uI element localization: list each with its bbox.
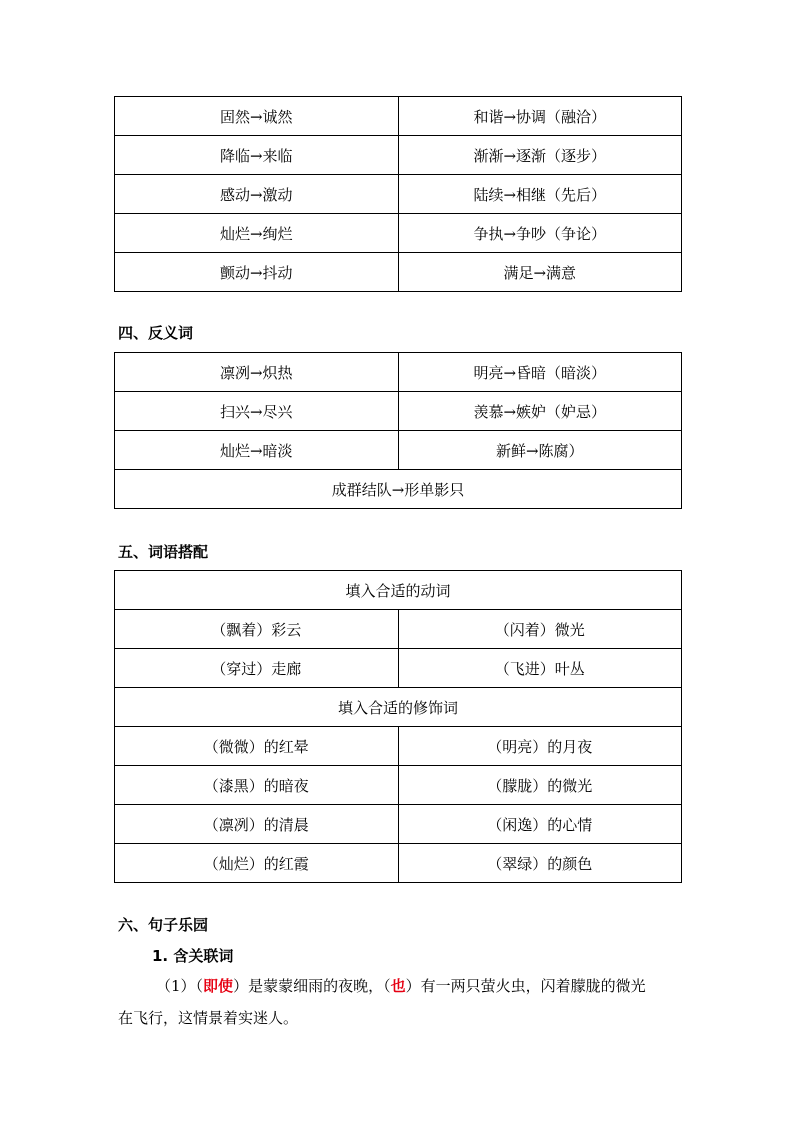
collocation-table <box>114 570 682 883</box>
table-row <box>115 571 682 610</box>
table-cell: 成群结队→形单影只 <box>115 470 682 509</box>
table-cell: 固然→诚然 <box>115 97 399 136</box>
table-cell: 灿烂→暗淡 <box>115 431 399 470</box>
table-cell: （微微）的红晕 <box>115 727 399 766</box>
table-row <box>115 214 682 253</box>
table-cell: 凛冽→炽热 <box>115 353 399 392</box>
table-cell: （明亮）的月夜 <box>398 727 682 766</box>
table-cell: 满足→满意 <box>398 253 682 292</box>
table-row <box>115 727 682 766</box>
sentence-text: 在飞行，这情景着实迷人。 <box>118 1009 299 1027</box>
section-heading-collocation: 五、词语搭配 <box>118 543 209 561</box>
table-cell: （穿过）走廊 <box>115 649 399 688</box>
sentence-text: （1）（ <box>156 977 204 995</box>
sentence-text: ）有一两只萤火虫，闪着朦胧的微光 <box>405 977 646 995</box>
table-row <box>115 470 682 509</box>
table-cell: 渐渐→逐渐（逐步） <box>398 136 682 175</box>
conjunction-word: 即使 <box>203 977 234 995</box>
table-subtitle: 填入合适的动词 <box>115 571 682 610</box>
table-row <box>115 766 682 805</box>
table-cell: （飞进）叶丛 <box>398 649 682 688</box>
table-row <box>115 392 682 431</box>
synonyms-table <box>114 96 682 292</box>
table-cell: 和谐→协调（融洽） <box>398 97 682 136</box>
table-cell: 陆续→相继（先后） <box>398 175 682 214</box>
section-heading-antonyms: 四、反义词 <box>118 324 194 342</box>
table-cell: 颤动→抖动 <box>115 253 399 292</box>
example-sentence <box>118 970 686 1034</box>
conjunction-word: 也 <box>390 977 406 995</box>
sentence-text: ）是蒙蒙细雨的夜晚，（ <box>233 977 391 995</box>
table-cell: （闲逸）的心情 <box>398 805 682 844</box>
table-row <box>115 805 682 844</box>
sub-heading-conjunctions: 1. 含关联词 <box>152 947 234 965</box>
table-row <box>115 353 682 392</box>
table-row <box>115 610 682 649</box>
table-cell: （朦胧）的微光 <box>398 766 682 805</box>
table-row <box>115 431 682 470</box>
table-subtitle: 填入合适的修饰词 <box>115 688 682 727</box>
table-cell: 灿烂→绚烂 <box>115 214 399 253</box>
table-cell: 新鲜→陈腐） <box>398 431 682 470</box>
table-cell: （灿烂）的红霞 <box>115 844 399 883</box>
section-heading-sentences: 六、句子乐园 <box>118 916 209 934</box>
antonyms-table <box>114 352 682 509</box>
table-cell: （闪着）微光 <box>398 610 682 649</box>
table-cell: 降临→来临 <box>115 136 399 175</box>
table-row <box>115 253 682 292</box>
table-cell: （飘着）彩云 <box>115 610 399 649</box>
table-cell: 感动→激动 <box>115 175 399 214</box>
table-cell: （凛冽）的清晨 <box>115 805 399 844</box>
table-cell: （翠绿）的颜色 <box>398 844 682 883</box>
table-cell: 扫兴→尽兴 <box>115 392 399 431</box>
table-row <box>115 136 682 175</box>
table-row <box>115 97 682 136</box>
table-cell: 明亮→昏暗（暗淡） <box>398 353 682 392</box>
table-row <box>115 175 682 214</box>
table-cell: （漆黑）的暗夜 <box>115 766 399 805</box>
table-cell: 羡慕→嫉妒（妒忌） <box>398 392 682 431</box>
table-row <box>115 688 682 727</box>
table-row <box>115 649 682 688</box>
table-row <box>115 844 682 883</box>
table-cell: 争执→争吵（争论） <box>398 214 682 253</box>
